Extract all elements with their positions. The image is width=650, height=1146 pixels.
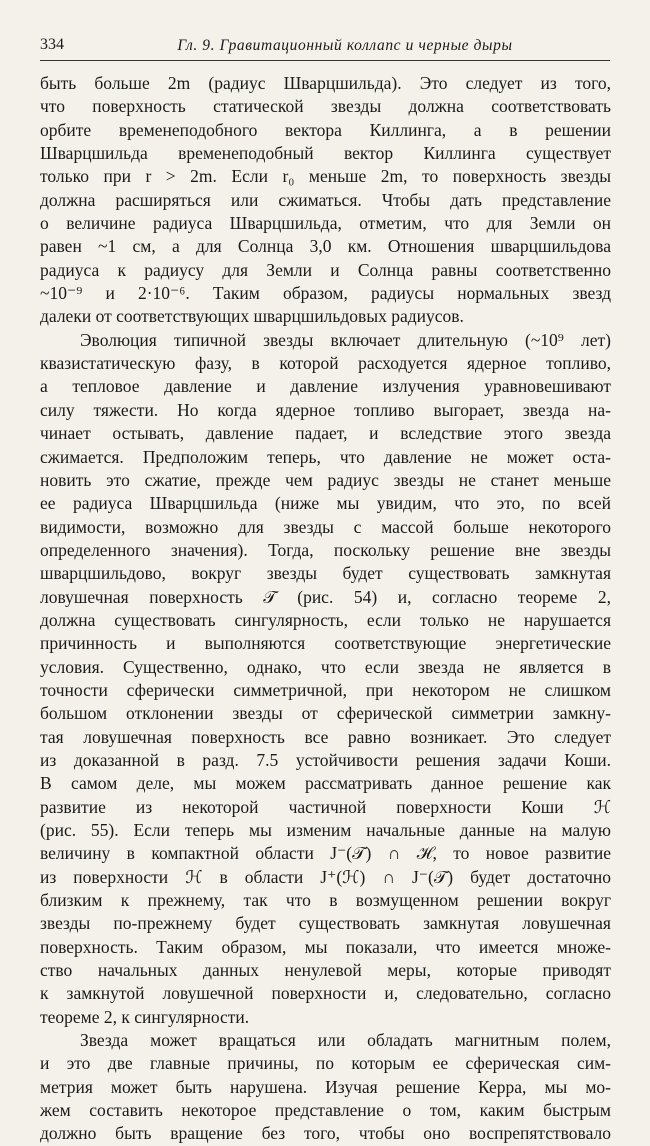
running-head: Гл. 9. Гравитационный коллапс и черные дыры <box>177 37 513 54</box>
text-line: только при r > 2m. Если r₀ меньше 2m, то поверхность звезды <box>40 166 611 187</box>
text-line: и это две главные причины, по которым ее сферическая сим- <box>40 1053 611 1074</box>
text-line: большом отклонении звезды от сферической симметрии замкну- <box>40 703 611 724</box>
text-line: должна существовать сингулярность, если только не нарушается <box>40 609 611 630</box>
text-line: ство начальных данных ненулевой меры, которые приводят <box>40 960 611 981</box>
text-line: величину в компактной области J⁻(𝒯) ∩ ℋ, то новое развитие <box>40 843 611 864</box>
text-line: должна расширяться или сжиматься. Чтобы дать представление <box>40 189 611 210</box>
text-line: должно быть вращение без того, чтобы оно воспрепятствовало <box>40 1123 611 1144</box>
text-line: причинность и выполняются соответствующие энергетические <box>40 633 611 654</box>
text-line: а тепловое давление и давление излучения уравновешивают <box>40 376 611 397</box>
text-line: В самом деле, мы можем рассматривать данное решение как <box>40 773 611 794</box>
text-line: орбите временеподобного вектора Киллинга, а в решении <box>40 119 611 140</box>
text-line: из поверхности ℋ в области J⁺(ℋ) ∩ J⁻(𝒯) будет достаточно <box>40 866 611 887</box>
text-line: близким к прежнему, так что в возмущенном решении вокруг <box>40 890 611 911</box>
text-line: шварцшильдово, вокруг звезды будет существовать замкнутая <box>40 563 611 584</box>
text-line: силу тяжести. Но когда ядерное топливо выгорает, звезда на- <box>40 399 611 420</box>
text-line: радиуса к радиусу для Земли и Солнца равны соответственно <box>40 259 611 280</box>
text-line: звезды по-прежнему будет существовать замкнутая ловушечная <box>40 913 611 934</box>
text-line: равен ~1 см, а для Солнца 3,0 км. Отношения шварцшильдова <box>40 236 611 257</box>
text-line: теореме 2, к сингулярности. <box>40 1006 250 1027</box>
text-line: Звезда может вращаться или обладать магнитным полем, <box>80 1030 611 1051</box>
text-line: ~10⁻⁹ и 2·10⁻⁶. Таким образом, радиусы нормальных звезд <box>40 283 611 304</box>
text-line: поверхность. Таким образом, мы показали, что имеется множе- <box>40 936 611 957</box>
text-line: чинает остывать, давление падает, и вследствие этого звезда <box>40 423 611 444</box>
text-line: о величине радиуса Шварцшильда, отметим, что для Земли он <box>40 213 611 234</box>
text-line: быть больше 2m (радиус Шварцшильда). Это следует из того, <box>40 73 611 93</box>
text-line: к замкнутой ловушечной поверхности и, следовательно, согласно <box>40 983 611 1004</box>
text-line: жем составить некоторое представление о том, каким быстрым <box>40 1100 611 1121</box>
text-line: что поверхность статической звезды должна соответствовать <box>40 96 611 117</box>
text-line: Эволюция типичной звезды включает длительную (~10⁹ лет) <box>80 329 611 350</box>
text-line: определенного значения). Тогда, поскольку решение вне звезды <box>40 539 611 560</box>
text-line: видимости, возможно для звезды с массой больше некоторого <box>40 516 611 537</box>
text-line: сжимается. Предположим теперь, что давление не может оста- <box>40 446 611 467</box>
text-line: метрия может быть нарушена. Изучая решение Керра, мы мо- <box>40 1076 611 1097</box>
text-line: далеки от соответствующих шварцшильдовых радиусов. <box>40 306 464 327</box>
text-line: (рис. 55). Если теперь мы изменим начальные данные на малую <box>40 820 611 840</box>
text-line: из доказанной в разд. 7.5 устойчивости решения задачи Коши. <box>40 749 611 770</box>
text-line: условия. Существенно, однако, что если звезда не является в <box>40 656 611 677</box>
text-line: ее радиуса Шварцшильда (ниже мы увидим, что это, по всей <box>40 493 611 514</box>
body-text <box>40 72 611 1146</box>
text-line: Шварцшильда временеподобный вектор Киллинга существует <box>40 143 611 164</box>
text-line: тая ловушечная поверхность все равно возникает. Это следует <box>40 726 611 747</box>
text-line: развитие из некоторой частичной поверхности Коши ℋ <box>40 796 611 817</box>
text-line: ловушечная поверхность 𝒯 (рис. 54) и, согласно теореме 2, <box>40 586 611 607</box>
text-line: квазистатическую фазу, в которой расходуется ядерное топливо, <box>40 353 611 374</box>
page-number: 334 <box>40 36 64 53</box>
page-header <box>40 36 610 61</box>
text-line: новить это сжатие, прежде чем радиус звезды не станет меньше <box>40 469 611 490</box>
text-line: точности сферически симметричной, при некотором не слишком <box>40 679 611 700</box>
